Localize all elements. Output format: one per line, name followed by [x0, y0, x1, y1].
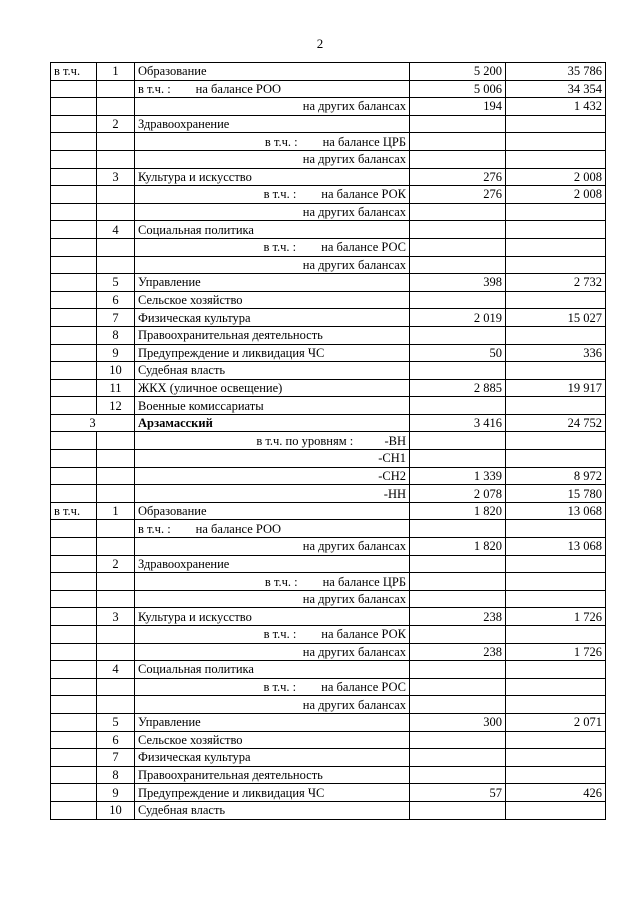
- value-cell: [506, 256, 606, 274]
- item-label-cell: Физическая культура: [135, 309, 410, 327]
- group-cell: [51, 626, 97, 644]
- table-row: [51, 520, 606, 538]
- group-cell: [51, 608, 97, 626]
- item-label-cell: Социальная политика: [135, 661, 410, 679]
- value-cell: 2 732: [506, 274, 606, 292]
- table-row: [51, 766, 606, 784]
- value-cell: [410, 238, 506, 256]
- item-number-cell: 7: [97, 309, 135, 327]
- group-cell: [51, 485, 97, 503]
- group-cell: [51, 661, 97, 679]
- value-cell: [410, 256, 506, 274]
- value-cell: [410, 766, 506, 784]
- value-cell: [410, 291, 506, 309]
- item-number-cell: 3: [97, 168, 135, 186]
- item-label-cell: Судебная власть: [135, 362, 410, 380]
- group-cell: [51, 749, 97, 767]
- table-row: [51, 379, 606, 397]
- table-row: [51, 643, 606, 661]
- item-number-cell: 5: [97, 713, 135, 731]
- table-row: [51, 133, 606, 151]
- group-cell: [51, 274, 97, 292]
- item-number-cell: [97, 626, 135, 644]
- section-number-cell: 3: [51, 414, 135, 432]
- value-cell: [506, 291, 606, 309]
- item-label-cell: в т.ч. : на балансе РОО: [135, 520, 410, 538]
- value-cell: 3 416: [410, 414, 506, 432]
- value-cell: 1 726: [506, 643, 606, 661]
- item-number-cell: [97, 203, 135, 221]
- item-number-cell: 4: [97, 221, 135, 239]
- value-cell: [410, 520, 506, 538]
- value-cell: 194: [410, 98, 506, 116]
- value-cell: [410, 326, 506, 344]
- value-cell: 24 752: [506, 414, 606, 432]
- table-row: [51, 362, 606, 380]
- group-cell: [51, 379, 97, 397]
- item-label-cell: Здравоохранение: [135, 555, 410, 573]
- item-number-cell: [97, 538, 135, 556]
- item-label-cell: Культура и искусство: [135, 168, 410, 186]
- group-cell: [51, 133, 97, 151]
- table-row: [51, 555, 606, 573]
- table-row: [51, 291, 606, 309]
- group-cell: [51, 696, 97, 714]
- group-cell: [51, 643, 97, 661]
- item-number-cell: 3: [97, 608, 135, 626]
- table-row: [51, 784, 606, 802]
- value-cell: 5 006: [410, 80, 506, 98]
- item-number-cell: 4: [97, 661, 135, 679]
- value-cell: 8 972: [506, 467, 606, 485]
- value-cell: [410, 432, 506, 450]
- group-cell: [51, 150, 97, 168]
- group-cell: [51, 362, 97, 380]
- group-cell: [51, 221, 97, 239]
- value-cell: [410, 678, 506, 696]
- item-number-cell: 10: [97, 801, 135, 819]
- value-cell: 19 917: [506, 379, 606, 397]
- budget-table: [50, 62, 606, 820]
- group-cell: [51, 678, 97, 696]
- item-number-cell: 1: [97, 502, 135, 520]
- group-cell: [51, 784, 97, 802]
- item-label-cell: в т.ч. : на балансе РОО: [135, 80, 410, 98]
- table-row: [51, 573, 606, 591]
- item-number-cell: [97, 432, 135, 450]
- value-cell: [506, 766, 606, 784]
- item-number-cell: [97, 186, 135, 204]
- value-cell: 2 008: [506, 168, 606, 186]
- value-cell: [410, 221, 506, 239]
- item-number-cell: [97, 678, 135, 696]
- value-cell: [410, 696, 506, 714]
- value-cell: 34 354: [506, 80, 606, 98]
- value-cell: [506, 450, 606, 468]
- value-cell: [410, 555, 506, 573]
- item-label-cell: Сельское хозяйство: [135, 731, 410, 749]
- value-cell: 1 339: [410, 467, 506, 485]
- item-label-cell: Предупреждение и ликвидация ЧС: [135, 344, 410, 362]
- budget-table-body: [51, 63, 606, 820]
- group-cell: [51, 467, 97, 485]
- value-cell: 5 200: [410, 63, 506, 81]
- value-cell: 238: [410, 643, 506, 661]
- table-row: [51, 414, 606, 432]
- table-row: [51, 713, 606, 731]
- value-cell: 35 786: [506, 63, 606, 81]
- item-label-cell: Культура и искусство: [135, 608, 410, 626]
- value-cell: 336: [506, 344, 606, 362]
- value-cell: 2 071: [506, 713, 606, 731]
- item-number-cell: [97, 150, 135, 168]
- value-cell: 426: [506, 784, 606, 802]
- item-number-cell: 12: [97, 397, 135, 415]
- item-label-cell: на других балансах: [135, 643, 410, 661]
- value-cell: [410, 362, 506, 380]
- item-label-cell: на других балансах: [135, 203, 410, 221]
- value-cell: [506, 661, 606, 679]
- table-row: [51, 98, 606, 116]
- value-cell: [506, 133, 606, 151]
- value-cell: [410, 397, 506, 415]
- table-row: [51, 502, 606, 520]
- item-label-cell: в т.ч. : на балансе РОК: [135, 626, 410, 644]
- item-label-cell: в т.ч. : на балансе ЦРБ: [135, 133, 410, 151]
- table-row: [51, 696, 606, 714]
- table-row: [51, 590, 606, 608]
- item-label-cell: Здравоохранение: [135, 115, 410, 133]
- value-cell: [506, 520, 606, 538]
- value-cell: 238: [410, 608, 506, 626]
- item-number-cell: 9: [97, 784, 135, 802]
- table-row: [51, 626, 606, 644]
- item-label-cell: Социальная политика: [135, 221, 410, 239]
- table-row: [51, 274, 606, 292]
- value-cell: 276: [410, 168, 506, 186]
- item-label-cell: на других балансах: [135, 696, 410, 714]
- value-cell: [506, 397, 606, 415]
- item-number-cell: 7: [97, 749, 135, 767]
- value-cell: [506, 731, 606, 749]
- item-label-cell: в т.ч. : на балансе ЦРБ: [135, 573, 410, 591]
- item-number-cell: 5: [97, 274, 135, 292]
- value-cell: 2 019: [410, 309, 506, 327]
- item-label-cell: Образование: [135, 63, 410, 81]
- value-cell: [410, 203, 506, 221]
- item-label-cell: в т.ч. : на балансе РОС: [135, 678, 410, 696]
- value-cell: 57: [410, 784, 506, 802]
- value-cell: 1 820: [410, 502, 506, 520]
- item-label-cell: Судебная власть: [135, 801, 410, 819]
- value-cell: 300: [410, 713, 506, 731]
- value-cell: 1 820: [410, 538, 506, 556]
- value-cell: [506, 590, 606, 608]
- item-label-cell: Предупреждение и ликвидация ЧС: [135, 784, 410, 802]
- value-cell: [506, 221, 606, 239]
- table-row: [51, 485, 606, 503]
- value-cell: 2 885: [410, 379, 506, 397]
- table-row: [51, 661, 606, 679]
- value-cell: [506, 326, 606, 344]
- group-cell: [51, 80, 97, 98]
- value-cell: 13 068: [506, 538, 606, 556]
- value-cell: [410, 115, 506, 133]
- table-row: [51, 256, 606, 274]
- item-number-cell: [97, 643, 135, 661]
- table-row: [51, 326, 606, 344]
- value-cell: [506, 573, 606, 591]
- item-number-cell: [97, 467, 135, 485]
- group-cell: в т.ч.: [51, 502, 97, 520]
- item-number-cell: 1: [97, 63, 135, 81]
- item-label-cell: -НН: [135, 485, 410, 503]
- group-cell: [51, 344, 97, 362]
- table-row: [51, 801, 606, 819]
- table-row: [51, 450, 606, 468]
- value-cell: [506, 238, 606, 256]
- group-cell: [51, 731, 97, 749]
- item-label-cell: в т.ч. : на балансе РОК: [135, 186, 410, 204]
- value-cell: [506, 749, 606, 767]
- item-label-cell: Военные комиссариаты: [135, 397, 410, 415]
- table-row: [51, 432, 606, 450]
- value-cell: 1 432: [506, 98, 606, 116]
- item-label-cell: Управление: [135, 274, 410, 292]
- item-number-cell: [97, 450, 135, 468]
- item-label-cell: Правоохранительная деятельность: [135, 766, 410, 784]
- item-label-cell: Физическая культура: [135, 749, 410, 767]
- group-cell: [51, 256, 97, 274]
- item-number-cell: [97, 238, 135, 256]
- item-number-cell: [97, 590, 135, 608]
- table-row: [51, 63, 606, 81]
- group-cell: в т.ч.: [51, 63, 97, 81]
- group-cell: [51, 309, 97, 327]
- item-label-cell: в т.ч. : на балансе РОС: [135, 238, 410, 256]
- item-label-cell: ЖКХ (уличное освещение): [135, 379, 410, 397]
- table-row: [51, 467, 606, 485]
- item-number-cell: [97, 573, 135, 591]
- item-number-cell: 6: [97, 291, 135, 309]
- table-row: [51, 203, 606, 221]
- value-cell: [410, 661, 506, 679]
- value-cell: 1 726: [506, 608, 606, 626]
- value-cell: 50: [410, 344, 506, 362]
- value-cell: 2 008: [506, 186, 606, 204]
- table-row: [51, 344, 606, 362]
- item-number-cell: [97, 98, 135, 116]
- item-number-cell: [97, 256, 135, 274]
- group-cell: [51, 291, 97, 309]
- group-cell: [51, 115, 97, 133]
- value-cell: [506, 362, 606, 380]
- value-cell: [410, 626, 506, 644]
- value-cell: [506, 150, 606, 168]
- value-cell: 15 780: [506, 485, 606, 503]
- value-cell: [506, 696, 606, 714]
- group-cell: [51, 538, 97, 556]
- item-label-cell: в т.ч. по уровням : -ВН: [135, 432, 410, 450]
- item-number-cell: [97, 520, 135, 538]
- item-number-cell: 6: [97, 731, 135, 749]
- item-number-cell: 8: [97, 766, 135, 784]
- table-row: [51, 221, 606, 239]
- table-row: [51, 608, 606, 626]
- item-label-cell: -СН1: [135, 450, 410, 468]
- value-cell: [506, 555, 606, 573]
- group-cell: [51, 573, 97, 591]
- table-row: [51, 731, 606, 749]
- item-label-cell: Арзамасский: [135, 414, 410, 432]
- item-number-cell: 11: [97, 379, 135, 397]
- page-number: 2: [316, 36, 324, 51]
- item-label-cell: -СН2: [135, 467, 410, 485]
- value-cell: [506, 432, 606, 450]
- value-cell: [410, 573, 506, 591]
- item-label-cell: Правоохранительная деятельность: [135, 326, 410, 344]
- table-row: [51, 678, 606, 696]
- table-row: [51, 168, 606, 186]
- item-number-cell: [97, 696, 135, 714]
- item-label-cell: на других балансах: [135, 150, 410, 168]
- table-row: [51, 309, 606, 327]
- table-row: [51, 186, 606, 204]
- value-cell: [506, 626, 606, 644]
- value-cell: 2 078: [410, 485, 506, 503]
- group-cell: [51, 238, 97, 256]
- group-cell: [51, 801, 97, 819]
- table-row: [51, 80, 606, 98]
- value-cell: [506, 203, 606, 221]
- value-cell: [410, 749, 506, 767]
- item-label-cell: Сельское хозяйство: [135, 291, 410, 309]
- group-cell: [51, 450, 97, 468]
- table-row: [51, 397, 606, 415]
- group-cell: [51, 98, 97, 116]
- item-label-cell: Образование: [135, 502, 410, 520]
- table-row: [51, 115, 606, 133]
- value-cell: [410, 150, 506, 168]
- item-label-cell: на других балансах: [135, 590, 410, 608]
- value-cell: [506, 801, 606, 819]
- value-cell: [506, 115, 606, 133]
- table-row: [51, 749, 606, 767]
- item-number-cell: 2: [97, 555, 135, 573]
- group-cell: [51, 203, 97, 221]
- value-cell: [410, 731, 506, 749]
- group-cell: [51, 713, 97, 731]
- value-cell: [410, 801, 506, 819]
- item-number-cell: [97, 485, 135, 503]
- group-cell: [51, 397, 97, 415]
- item-label-cell: на других балансах: [135, 538, 410, 556]
- group-cell: [51, 590, 97, 608]
- table-row: [51, 238, 606, 256]
- table-row: [51, 538, 606, 556]
- item-number-cell: [97, 80, 135, 98]
- group-cell: [51, 432, 97, 450]
- group-cell: [51, 520, 97, 538]
- value-cell: [410, 450, 506, 468]
- table-row: [51, 150, 606, 168]
- value-cell: [410, 133, 506, 151]
- group-cell: [51, 326, 97, 344]
- item-number-cell: 8: [97, 326, 135, 344]
- item-label-cell: Управление: [135, 713, 410, 731]
- item-number-cell: [97, 133, 135, 151]
- item-label-cell: на других балансах: [135, 256, 410, 274]
- item-label-cell: на других балансах: [135, 98, 410, 116]
- item-number-cell: 10: [97, 362, 135, 380]
- group-cell: [51, 555, 97, 573]
- group-cell: [51, 766, 97, 784]
- value-cell: 276: [410, 186, 506, 204]
- item-number-cell: 9: [97, 344, 135, 362]
- value-cell: [506, 678, 606, 696]
- group-cell: [51, 186, 97, 204]
- value-cell: 15 027: [506, 309, 606, 327]
- group-cell: [51, 168, 97, 186]
- value-cell: [410, 590, 506, 608]
- value-cell: 398: [410, 274, 506, 292]
- item-number-cell: 2: [97, 115, 135, 133]
- value-cell: 13 068: [506, 502, 606, 520]
